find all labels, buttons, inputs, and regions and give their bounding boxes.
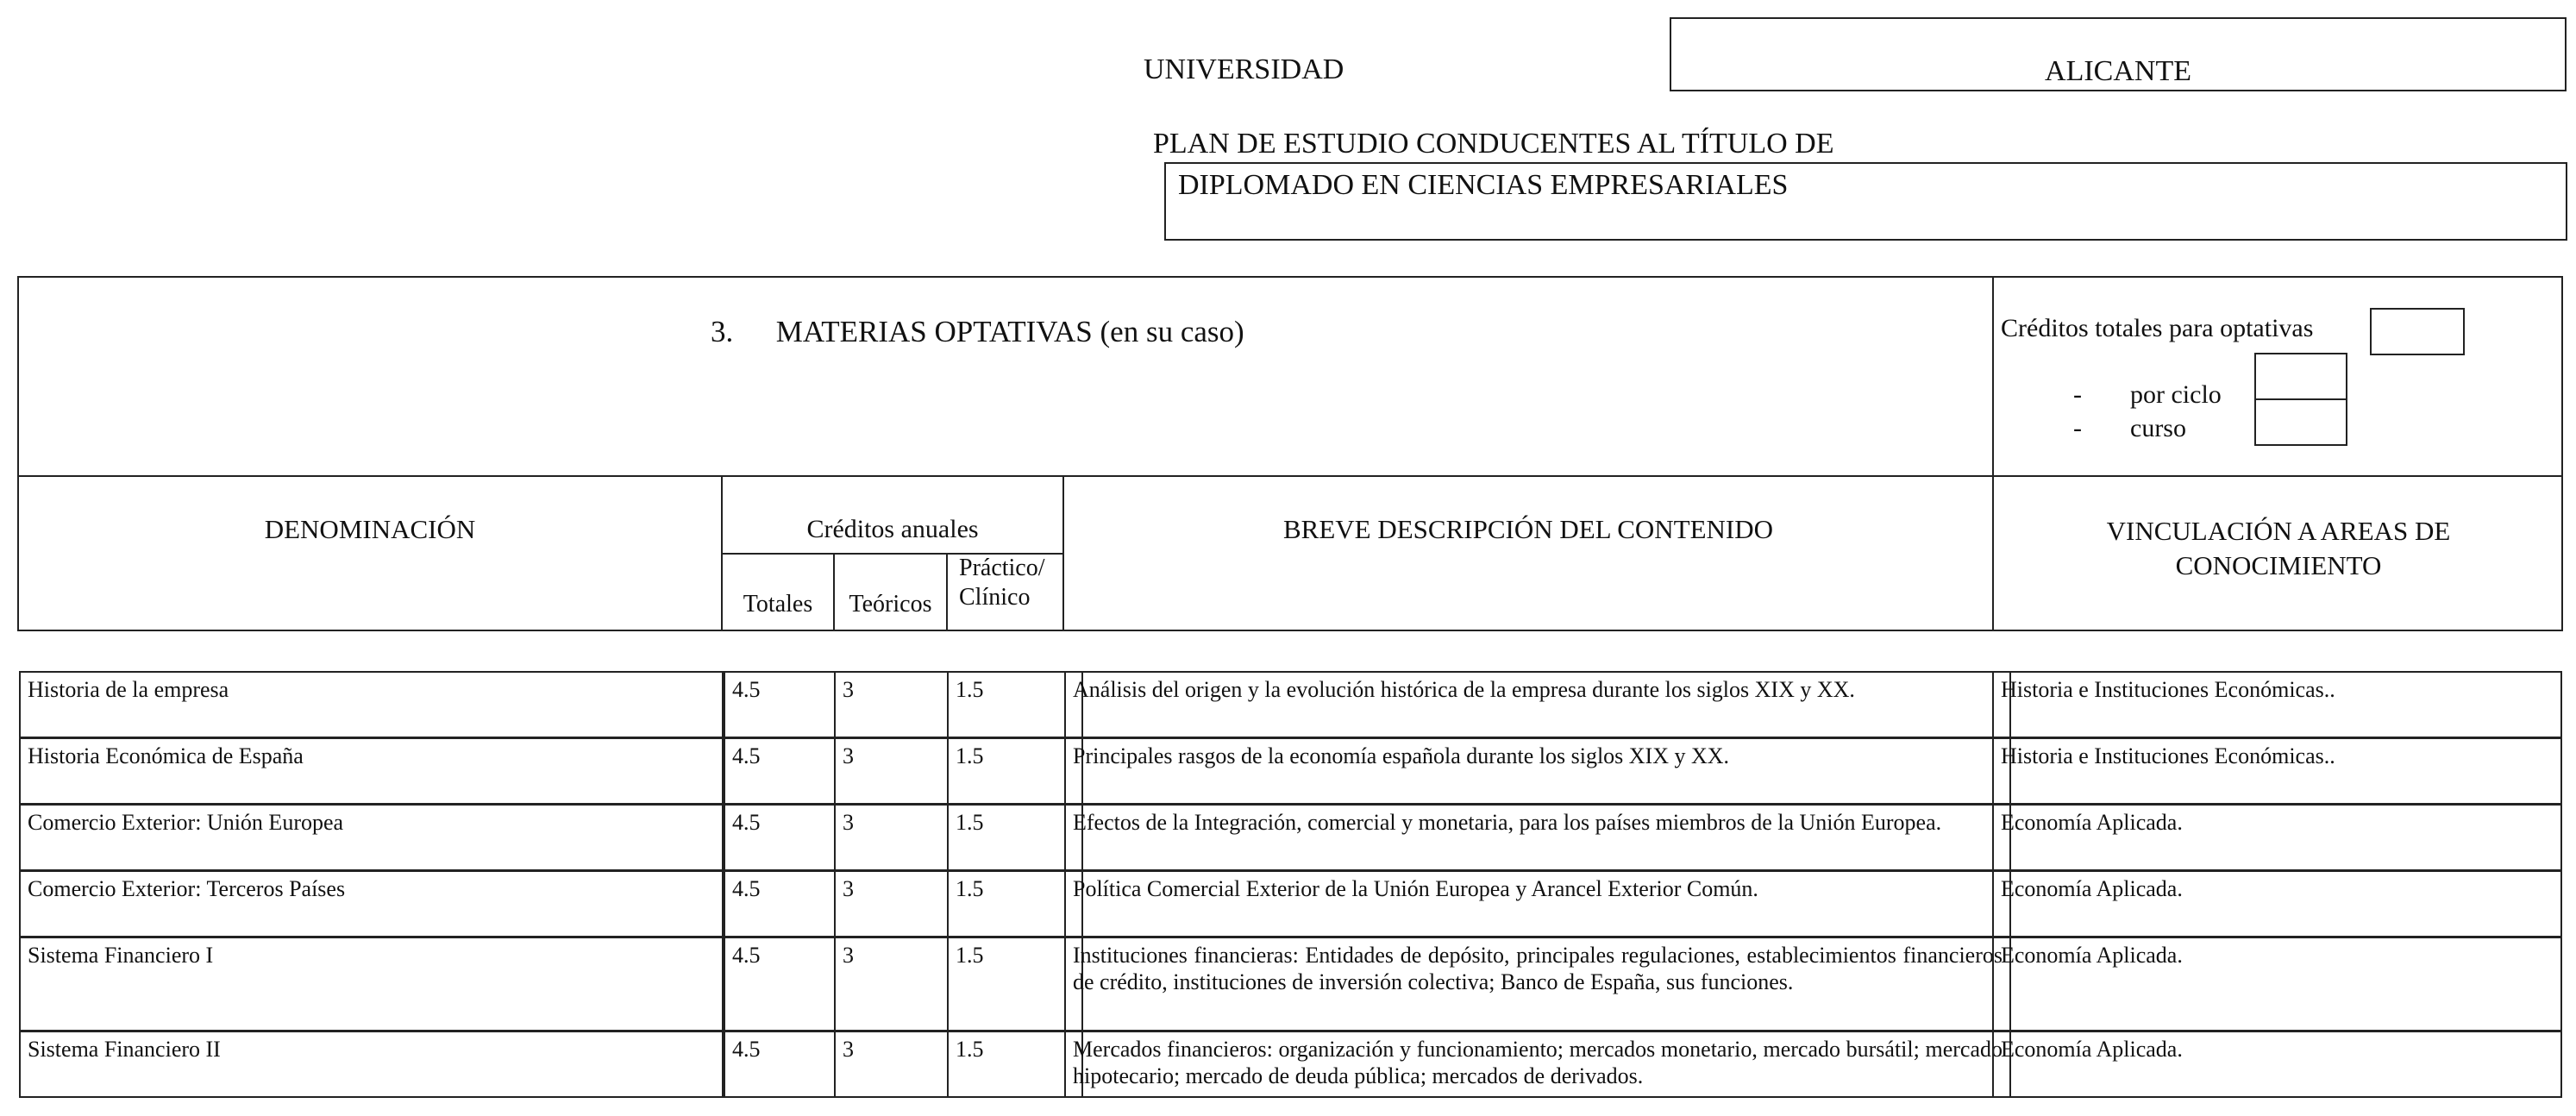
creditos-totales-box[interactable] bbox=[2370, 308, 2465, 355]
col-teoricos: Teóricos bbox=[849, 591, 932, 618]
por-ciclo-dash: - bbox=[2073, 380, 2082, 409]
cell-totales: 4.5 bbox=[724, 671, 836, 738]
por-ciclo-box[interactable] bbox=[2254, 353, 2347, 400]
col-practico-line1: Práctico/ bbox=[959, 555, 1045, 581]
titulo-value: DIPLOMADO EN CIENCIAS EMPRESARIALES bbox=[1178, 169, 1789, 201]
curso-box[interactable] bbox=[2254, 398, 2347, 446]
cell-denominacion: Comercio Exterior: Unión Europea bbox=[19, 804, 724, 871]
titulo-field bbox=[1164, 162, 2567, 241]
cell-area: Historia e Instituciones Económicas.. bbox=[1992, 671, 2562, 738]
col-practico-line2: Clínico bbox=[959, 584, 1031, 611]
table-row bbox=[19, 870, 2562, 937]
cell-practicos: 1.5 bbox=[947, 1031, 1083, 1098]
cell-teoricos: 3 bbox=[834, 804, 949, 871]
cell-descripcion: Análisis del origen y la evolución histórica de la empresa durante los siglos XIX y XX. bbox=[1064, 671, 2011, 738]
cell-teoricos: 3 bbox=[834, 671, 949, 738]
cell-teoricos: 3 bbox=[834, 870, 949, 937]
col-descripcion: BREVE DESCRIPCIÓN DEL CONTENIDO bbox=[1282, 514, 1774, 544]
cell-teoricos: 3 bbox=[834, 737, 949, 805]
col-totales: Totales bbox=[743, 591, 813, 618]
cell-practicos: 1.5 bbox=[947, 937, 1083, 1031]
col-practico bbox=[959, 554, 1045, 612]
cell-practicos: 1.5 bbox=[947, 804, 1083, 871]
cell-teoricos: 3 bbox=[834, 1031, 949, 1098]
table-row bbox=[19, 671, 2562, 738]
cell-denominacion: Comercio Exterior: Terceros Países bbox=[19, 870, 724, 937]
cell-area: Economía Aplicada. bbox=[1992, 1031, 2562, 1098]
cell-denominacion: Historia Económica de España bbox=[19, 737, 724, 805]
cell-practicos: 1.5 bbox=[947, 671, 1083, 738]
universidad-value: ALICANTE bbox=[2045, 55, 2191, 87]
section-title: MATERIAS OPTATIVAS (en su caso) bbox=[775, 315, 1244, 348]
cell-totales: 4.5 bbox=[724, 870, 836, 937]
cell-area: Economía Aplicada. bbox=[1992, 937, 2562, 1031]
col-vinculacion-line2: CONOCIMIENTO bbox=[2175, 550, 2382, 580]
cell-totales: 4.5 bbox=[724, 937, 836, 1031]
cell-totales: 4.5 bbox=[724, 1031, 836, 1098]
col-divider-teoricos bbox=[946, 555, 948, 631]
col-denominacion: DENOMINACIÓN bbox=[264, 514, 476, 544]
section-title-block bbox=[711, 315, 1244, 349]
col-divider-2 bbox=[1062, 477, 1064, 631]
col-vinculacion bbox=[1994, 514, 2563, 583]
cell-denominacion: Historia de la empresa bbox=[19, 671, 724, 738]
cell-descripcion: Mercados financieros: organización y funcionamiento; mercados monetario, mercado bursátil; mercado hipotecario; mercado de deuda pública; mercados de derivados. bbox=[1064, 1031, 2011, 1098]
cell-denominacion: Sistema Financiero II bbox=[19, 1031, 724, 1098]
cell-descripcion: Política Comercial Exterior de la Unión Europea y Arancel Exterior Común. bbox=[1064, 870, 2011, 937]
cell-practicos: 1.5 bbox=[947, 870, 1083, 937]
cell-descripcion: Instituciones financieras: Entidades de depósito, principales regulaciones, establecimientos financieros de crédito, instituciones de inversión colectiva; Banco de España, sus funciones. bbox=[1064, 937, 2011, 1031]
universidad-label: UNIVERSIDAD bbox=[1144, 53, 1344, 85]
cell-area: Economía Aplicada. bbox=[1992, 804, 2562, 871]
creditos-totales-label: Créditos totales para optativas bbox=[2001, 314, 2314, 342]
table-row bbox=[19, 937, 2562, 1031]
plan-label: PLAN DE ESTUDIO CONDUCENTES AL TÍTULO DE bbox=[1153, 128, 1834, 160]
cell-totales: 4.5 bbox=[724, 804, 836, 871]
cell-descripcion: Principales rasgos de la economía española durante los siglos XIX y XX. bbox=[1064, 737, 2011, 805]
cell-descripcion: Efectos de la Integración, comercial y monetaria, para los países miembros de la Unión Europea. bbox=[1064, 804, 2011, 871]
table-row bbox=[19, 804, 2562, 871]
cell-practicos: 1.5 bbox=[947, 737, 1083, 805]
cell-area: Economía Aplicada. bbox=[1992, 870, 2562, 937]
header-divider bbox=[17, 475, 2563, 477]
por-ciclo-label: por ciclo bbox=[2130, 380, 2222, 409]
cell-totales: 4.5 bbox=[724, 737, 836, 805]
universidad-field bbox=[1670, 17, 2567, 91]
table-row bbox=[19, 1031, 2562, 1098]
cell-denominacion: Sistema Financiero I bbox=[19, 937, 724, 1031]
curso-label: curso bbox=[2130, 414, 2186, 442]
table-row bbox=[19, 737, 2562, 805]
col-creditos-anuales: Créditos anuales bbox=[806, 515, 979, 543]
cell-teoricos: 3 bbox=[834, 937, 949, 1031]
col-vinculacion-line1: VINCULACIÓN A AREAS DE bbox=[2106, 516, 2451, 546]
cell-area: Historia e Instituciones Económicas.. bbox=[1992, 737, 2562, 805]
curso-dash: - bbox=[2073, 414, 2082, 442]
section-number: 3. bbox=[711, 315, 734, 348]
